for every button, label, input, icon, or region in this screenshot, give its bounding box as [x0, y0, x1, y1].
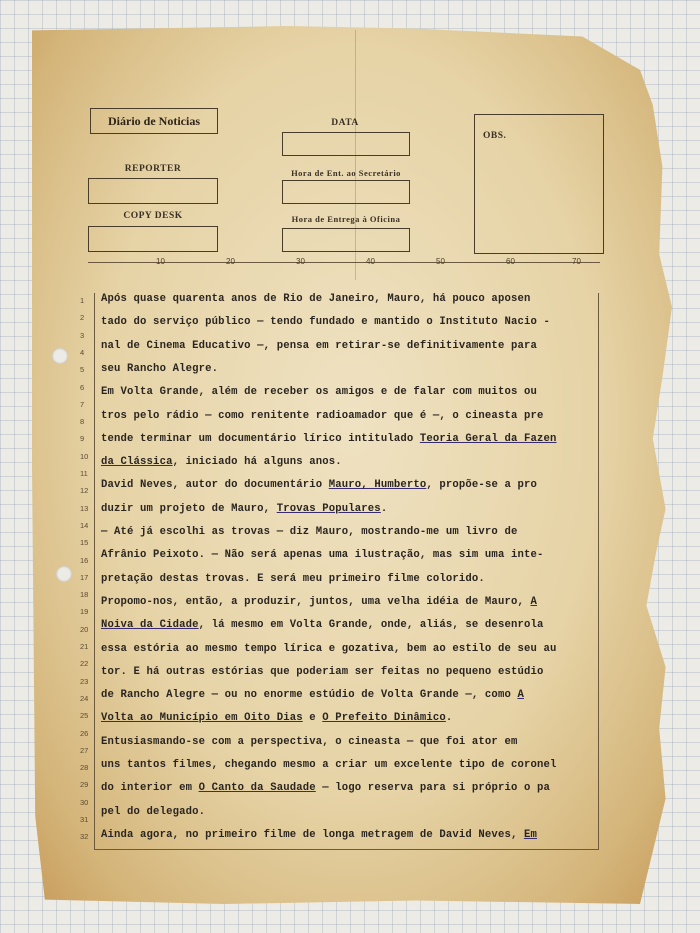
ruler-tick: 70 [572, 257, 581, 266]
line-number: 4 [80, 347, 85, 357]
text-segment: e [302, 712, 323, 725]
text-segment: , iniciado há alguns anos. [172, 456, 342, 469]
underlined-title: Volta ao Município em Oito Dias [101, 712, 303, 725]
text-line [101, 689, 524, 701]
text-line [101, 736, 517, 748]
line-number: 6 [80, 382, 85, 392]
text-line [101, 433, 557, 445]
text-segment: tor. E há outras estórias que poderiam ser feitas no pequeno estúdio [101, 665, 544, 678]
punch-hole [52, 348, 68, 364]
text-segment: nal de Cinema Educativo —, pensa em retirar-se definitivamente para [101, 339, 537, 352]
obs-label: OBS. [483, 131, 507, 141]
text-line [101, 712, 452, 724]
underlined-title: Mauro, Humberto [328, 479, 427, 492]
line-number: 1 [80, 296, 85, 305]
text-segment: pretação destas trovas. E será meu primeiro filme colorido. [101, 572, 485, 585]
line-number: 27 [80, 745, 89, 755]
underlined-title: da Clássica [101, 456, 173, 469]
ruler-tick: 40 [366, 257, 375, 266]
text-line [101, 549, 544, 561]
hora-oficina-field[interactable] [282, 228, 410, 252]
ruler-tick: 20 [226, 257, 235, 266]
text-segment: Afrânio Peixoto. — Não será apenas uma ilustração, mas sim uma inte- [101, 549, 544, 562]
text-segment: — logo reserva para si próprio o pa [315, 782, 551, 795]
data-label: DATA [331, 118, 359, 128]
line-number: 5 [80, 365, 85, 375]
line-number: 24 [80, 693, 89, 703]
text-line [101, 573, 485, 585]
hora-secretario-label: Hora de Ent. ao Secretário [291, 168, 401, 178]
line-number: 8 [80, 417, 85, 427]
line-number: 2 [80, 313, 85, 323]
text-segment: tado do serviço público — tendo fundado e mantido o Instituto Nacio - [101, 316, 551, 329]
text-line [101, 782, 550, 794]
underlined-title: Trovas Populares [276, 502, 381, 515]
text-segment: , propõe-se a pro [426, 479, 537, 492]
text-line [101, 503, 387, 515]
line-number: 19 [80, 607, 89, 617]
hora-secretario-field[interactable] [282, 180, 410, 204]
right-margin-rule [598, 293, 599, 849]
line-number: 3 [80, 330, 85, 340]
underlined-title: A [530, 595, 537, 608]
line-number: 10 [80, 451, 89, 461]
text-segment: David Neves, autor do documentário [101, 479, 329, 492]
text-segment: , lá mesmo em Volta Grande, onde, aliás, se desenrola [198, 619, 544, 632]
ruler-tick: 10 [156, 257, 165, 266]
text-line [101, 340, 537, 352]
ruler-tick: 50 [436, 257, 445, 266]
text-segment: do interior em [101, 782, 199, 795]
text-line [101, 596, 537, 608]
line-number: 16 [80, 555, 89, 565]
line-number: 32 [80, 832, 89, 842]
ruler-tick: 30 [296, 257, 305, 266]
newspaper-brand: Diário de Noticias [108, 113, 200, 128]
text-segment: Ainda agora, no primeiro filme de longa metragem de David Neves, [101, 828, 524, 841]
line-number: 28 [80, 763, 89, 773]
text-line [101, 526, 517, 538]
line-number: 15 [80, 538, 89, 548]
text-segment: de Rancho Alegre — ou no enorme estúdio de Volta Grande —, como [101, 689, 518, 702]
text-segment: . [380, 502, 388, 515]
ruler-tick: 60 [506, 257, 515, 266]
line-number: 11 [80, 469, 88, 478]
newspaper-brand-box [90, 108, 218, 134]
text-segment: uns tantos filmes, chegando mesmo a criar um excelente tipo de coronel [101, 759, 557, 771]
underlined-title: Teoria Geral da Fazen [419, 432, 557, 445]
line-number: 17 [80, 572, 89, 582]
line-number: 29 [80, 780, 89, 790]
data-field[interactable] [282, 132, 410, 156]
text-segment: tros pelo rádio — como renitente radioamador que é —, o cineasta pre [101, 409, 544, 422]
left-margin-rule [94, 293, 95, 849]
line-number: 22 [80, 659, 89, 669]
line-number: 7 [80, 399, 85, 409]
line-number: 31 [80, 815, 89, 824]
text-segment: Após quase quarenta anos de Rio de Janeiro, Mauro, há pouco aposen [101, 293, 531, 305]
reporter-field[interactable] [88, 178, 218, 204]
reporter-label: REPORTER [124, 164, 182, 174]
text-line [101, 410, 544, 422]
obs-box[interactable] [474, 114, 604, 254]
text-line [101, 806, 205, 818]
underlined-title: A [517, 689, 524, 702]
line-number: 23 [80, 676, 89, 686]
text-line [101, 759, 557, 771]
text-line [101, 386, 537, 398]
text-segment: Entusiasmando-se com a perspectiva, o cineasta — que foi ator em [101, 735, 518, 748]
text-line [101, 643, 557, 655]
line-number: 30 [80, 797, 89, 807]
text-line [101, 619, 544, 631]
line-number: 13 [80, 503, 89, 513]
text-line [101, 456, 342, 468]
line-number: 12 [80, 486, 89, 496]
line-number: 9 [80, 434, 85, 444]
bottom-margin-rule [94, 849, 599, 850]
text-segment: Propomo-nos, então, a produzir, juntos, uma velha idéia de Mauro, [101, 595, 531, 608]
text-segment: — Até já escolhi as trovas — diz Mauro, mostrando-me um livro de [101, 526, 518, 538]
copydesk-label: COPY DESK [123, 211, 183, 221]
underlined-title: Em [523, 828, 537, 841]
text-line [101, 316, 550, 328]
character-ruler [88, 257, 600, 281]
underlined-title: Noiva da Cidade [101, 619, 199, 632]
text-segment: Em Volta Grande, além de receber os amigos e de falar com muitos ou [101, 386, 537, 399]
text-segment: duzir um projeto de Mauro, [101, 502, 277, 515]
line-number: 21 [80, 642, 89, 651]
text-line [101, 829, 537, 841]
text-line [101, 363, 218, 375]
line-number: 14 [80, 520, 89, 530]
text-line [101, 293, 530, 305]
punch-hole [56, 566, 72, 582]
text-segment: essa estória ao mesmo tempo lírica e gozativa, bem ao estilo de seu au [101, 642, 557, 655]
text-line [101, 479, 537, 491]
text-segment: pel do delegado. [101, 805, 206, 818]
hora-oficina-label: Hora de Entrega à Oficina [291, 214, 401, 224]
underlined-title: O Prefeito Dinâmico [322, 712, 446, 725]
copydesk-field[interactable] [88, 226, 218, 252]
line-number: 20 [80, 624, 89, 634]
text-line [101, 666, 544, 678]
line-number: 26 [80, 728, 89, 738]
text-segment: seu Rancho Alegre. [101, 362, 219, 375]
line-number: 25 [80, 711, 89, 721]
text-segment: . [445, 712, 453, 725]
line-number: 18 [80, 590, 89, 600]
text-segment: tende terminar um documentário lírico intitulado [101, 432, 420, 445]
underlined-title: O Canto da Saudade [198, 782, 316, 795]
